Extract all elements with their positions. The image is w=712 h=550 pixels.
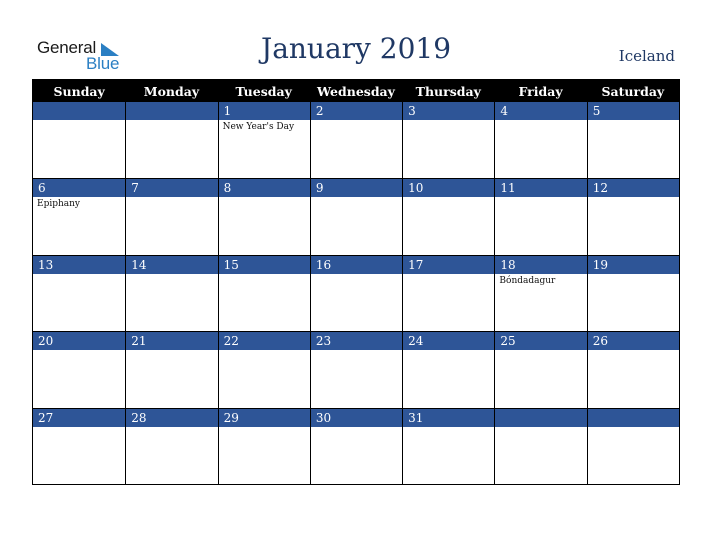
calendar-day-cell bbox=[587, 178, 679, 254]
calendar-day-cell bbox=[125, 178, 217, 254]
logo-word-general: General bbox=[37, 38, 97, 57]
day-number: 2 bbox=[311, 102, 402, 120]
calendar-day-cell bbox=[33, 408, 125, 484]
holiday-label bbox=[219, 274, 310, 276]
calendar-day-cell bbox=[218, 408, 310, 484]
holiday-label bbox=[403, 350, 494, 352]
calendar-day-cell bbox=[218, 331, 310, 407]
day-number: 17 bbox=[403, 256, 494, 274]
calendar-day-cell bbox=[402, 408, 494, 484]
day-number bbox=[126, 102, 217, 120]
day-number: 28 bbox=[126, 409, 217, 427]
calendar-day-cell bbox=[402, 102, 494, 178]
holiday-label bbox=[403, 274, 494, 276]
day-number: 31 bbox=[403, 409, 494, 427]
calendar-day-cell bbox=[33, 255, 125, 331]
holiday-label bbox=[588, 120, 679, 122]
day-number: 24 bbox=[403, 332, 494, 350]
day-number: 13 bbox=[33, 256, 125, 274]
day-number: 14 bbox=[126, 256, 217, 274]
calendar-day-cell bbox=[33, 178, 125, 254]
holiday-label: New Year's Day bbox=[222, 122, 295, 132]
calendar-day-cell bbox=[494, 178, 586, 254]
day-number: 9 bbox=[311, 179, 402, 197]
holiday-label: Epiphany bbox=[37, 199, 81, 210]
holiday-label bbox=[311, 197, 402, 199]
day-number: 8 bbox=[219, 179, 310, 197]
day-number: 3 bbox=[403, 102, 494, 120]
day-number: 1 bbox=[219, 102, 310, 120]
calendar-day-cell bbox=[33, 102, 125, 178]
day-number bbox=[33, 102, 125, 120]
holiday-label bbox=[588, 274, 679, 276]
calendar-day-cell bbox=[310, 331, 402, 407]
holiday-label bbox=[126, 197, 217, 199]
calendar-day-cell bbox=[218, 178, 310, 254]
day-number: 23 bbox=[311, 332, 402, 350]
holiday-label bbox=[126, 274, 217, 276]
day-number: 4 bbox=[495, 102, 586, 120]
weekday-header: Thursday bbox=[402, 80, 494, 102]
day-number: 18 bbox=[495, 256, 586, 274]
weekday-header: Wednesday bbox=[310, 80, 402, 102]
holiday-label bbox=[403, 120, 494, 122]
holiday-label bbox=[311, 120, 402, 122]
weekday-header: Monday bbox=[125, 80, 217, 102]
holiday-label bbox=[126, 427, 217, 429]
calendar-day-cell bbox=[33, 331, 125, 407]
day-number: 11 bbox=[495, 179, 586, 197]
holiday-label bbox=[126, 350, 217, 352]
holiday-label bbox=[311, 274, 402, 276]
calendar-day-cell bbox=[218, 255, 310, 331]
holiday-label bbox=[588, 427, 679, 429]
holiday-label bbox=[33, 120, 125, 122]
calendar-day-cell bbox=[218, 102, 310, 178]
holiday-label bbox=[588, 197, 679, 199]
day-number: 21 bbox=[126, 332, 217, 350]
day-number: 27 bbox=[33, 409, 125, 427]
holiday-label bbox=[33, 350, 125, 352]
calendar-day-cell bbox=[310, 178, 402, 254]
day-number: 29 bbox=[219, 409, 310, 427]
day-number: 20 bbox=[33, 332, 125, 350]
calendar-day-cell bbox=[587, 102, 679, 178]
holiday-label bbox=[33, 274, 125, 276]
holiday-label bbox=[219, 197, 310, 199]
day-number bbox=[495, 409, 586, 427]
day-number: 19 bbox=[588, 256, 679, 274]
day-number: 16 bbox=[311, 256, 402, 274]
day-number: 12 bbox=[588, 179, 679, 197]
calendar-day-cell bbox=[125, 255, 217, 331]
calendar-day-cell bbox=[587, 331, 679, 407]
weekday-header: Tuesday bbox=[218, 80, 310, 102]
calendar-day-cell bbox=[587, 255, 679, 331]
holiday-label bbox=[495, 427, 586, 429]
country-label: Iceland bbox=[618, 47, 675, 65]
holiday-label bbox=[126, 120, 217, 122]
holiday-label bbox=[311, 427, 402, 429]
holiday-label bbox=[495, 120, 586, 122]
calendar-day-cell bbox=[587, 408, 679, 484]
calendar-day-cell bbox=[402, 331, 494, 407]
holiday-label: Bóndadagur bbox=[499, 275, 556, 286]
calendar-day-cell bbox=[310, 255, 402, 331]
day-number: 10 bbox=[403, 179, 494, 197]
day-number: 22 bbox=[219, 332, 310, 350]
day-number: 25 bbox=[495, 332, 586, 350]
calendar-day-cell bbox=[125, 408, 217, 484]
logo-word-blue: Blue bbox=[86, 54, 120, 73]
day-number bbox=[588, 409, 679, 427]
calendar-day-cell bbox=[494, 408, 586, 484]
day-number: 6 bbox=[33, 179, 125, 197]
calendar-day-cell bbox=[402, 178, 494, 254]
holiday-label bbox=[219, 350, 310, 352]
day-number: 26 bbox=[588, 332, 679, 350]
day-number: 15 bbox=[219, 256, 310, 274]
calendar-day-cell bbox=[310, 408, 402, 484]
holiday-label bbox=[403, 427, 494, 429]
day-number: 7 bbox=[126, 179, 217, 197]
weekday-header: Sunday bbox=[33, 80, 125, 102]
calendar-day-cell bbox=[494, 331, 586, 407]
calendar-day-cell bbox=[494, 102, 586, 178]
calendar-day-cell bbox=[494, 255, 586, 331]
day-number: 30 bbox=[311, 409, 402, 427]
calendar-day-cell bbox=[310, 102, 402, 178]
weekday-header: Friday bbox=[494, 80, 586, 102]
calendar-day-cell bbox=[125, 102, 217, 178]
weekday-header: Saturday bbox=[587, 80, 679, 102]
holiday-label bbox=[311, 350, 402, 352]
holiday-label bbox=[33, 427, 125, 429]
holiday-label bbox=[495, 197, 586, 199]
day-number: 5 bbox=[588, 102, 679, 120]
holiday-label bbox=[588, 350, 679, 352]
holiday-label bbox=[403, 197, 494, 199]
calendar-day-cell bbox=[125, 331, 217, 407]
page-title: January 2019 bbox=[260, 32, 452, 65]
calendar-grid bbox=[32, 79, 680, 485]
holiday-label bbox=[219, 427, 310, 429]
holiday-label bbox=[495, 350, 586, 352]
calendar-day-cell bbox=[402, 255, 494, 331]
